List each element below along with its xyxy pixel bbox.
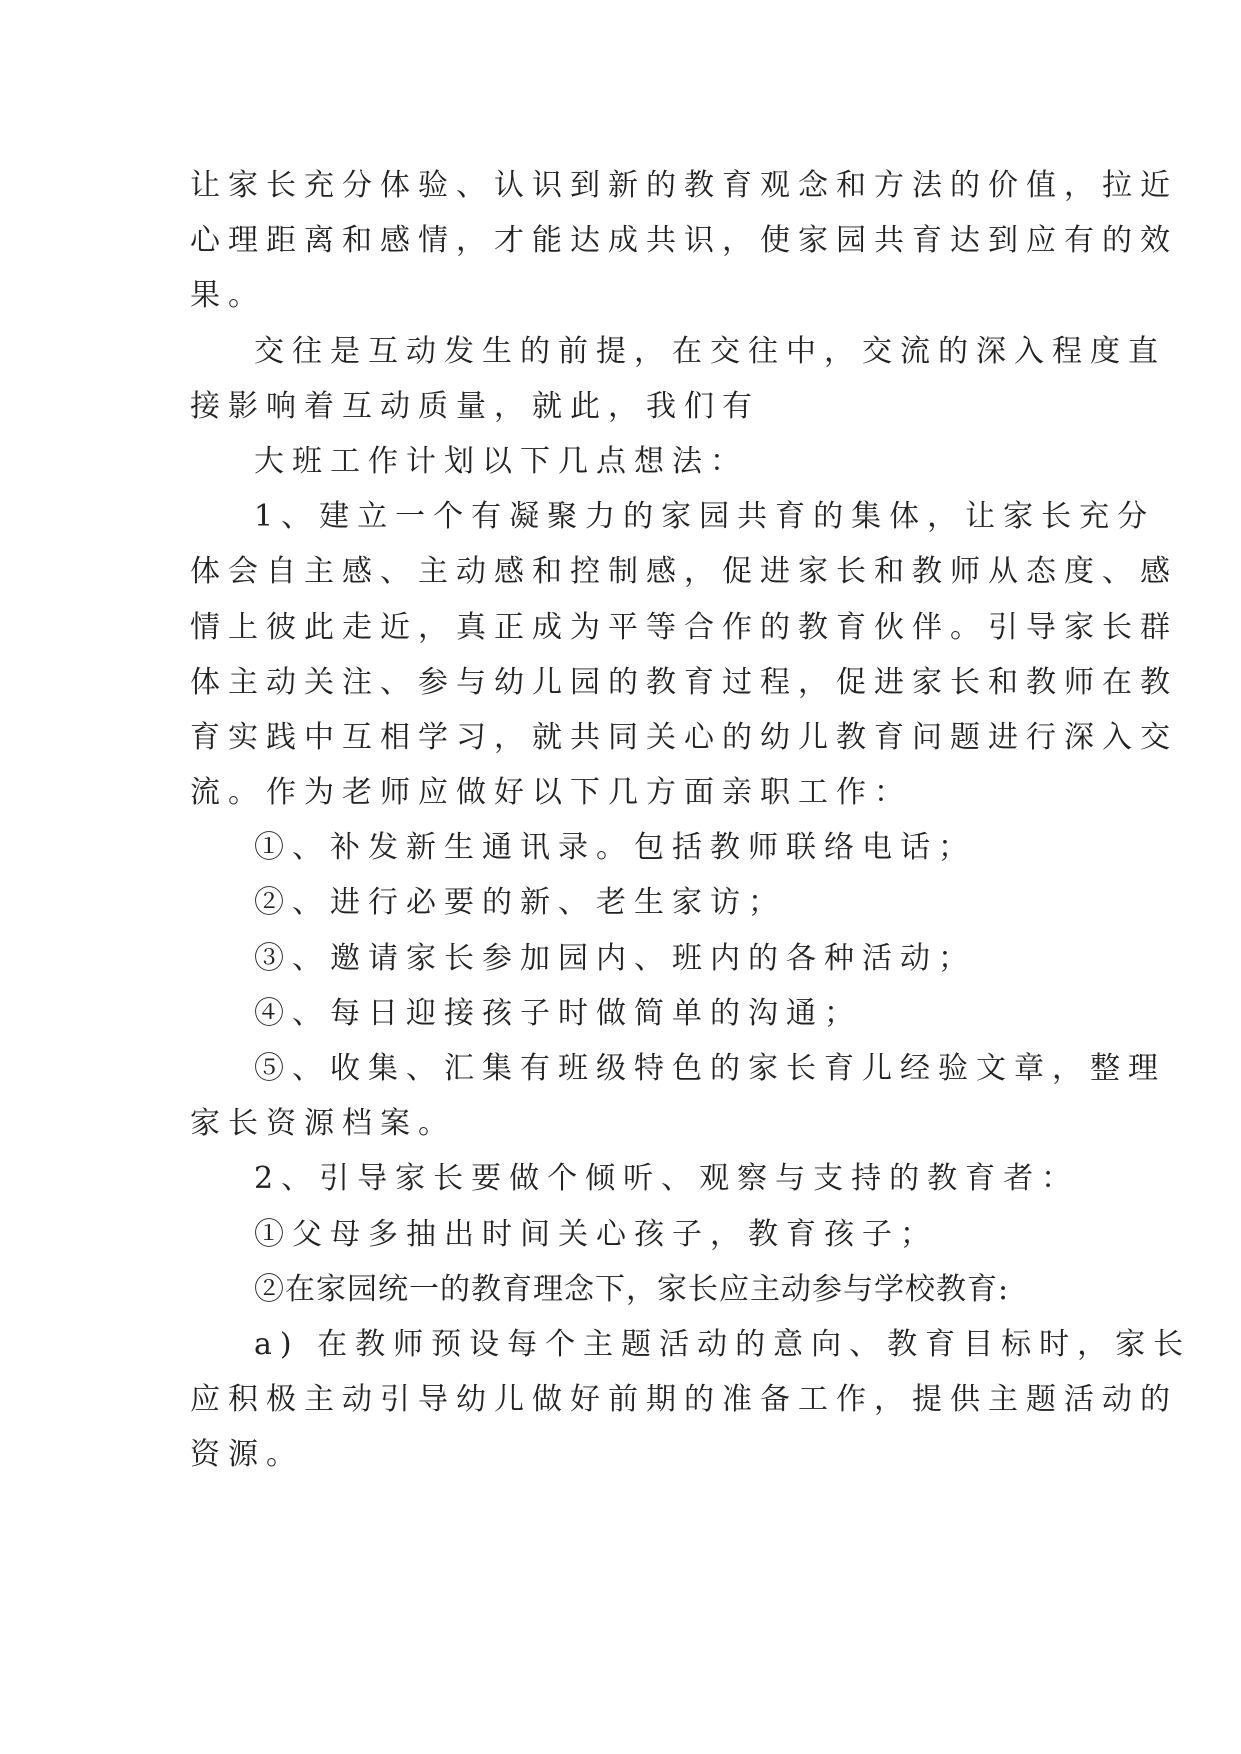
numbered-item-1: 1、建立一个有凝聚力的家园共育的集体，让家长充分 <box>254 499 1156 535</box>
numbered-item-2: 2、引导家长要做个倾听、观察与支持的教育者： <box>254 1161 1080 1197</box>
text-line: 情上彼此走近，真正成为平等合作的教育伙伴。引导家长群 <box>190 609 1178 645</box>
paragraph-start-line: 大班工作计划以下几点想法： <box>254 443 748 479</box>
text-line: 体主动关注、参与幼儿园的教育过程，促进家长和教师在教 <box>190 664 1178 700</box>
sub-item: ④、每日迎接孩子时做简单的沟通； <box>254 995 862 1031</box>
sub-item: ③、邀请家长参加园内、班内的各种活动； <box>254 940 976 976</box>
text-line: 接影响着互动质量，就此，我们有 <box>190 388 760 424</box>
sub-item: ②在家园统一的教育理念下，家长应主动参与学校教育: <box>254 1271 1010 1307</box>
text-line: 育实践中互相学习，就共同关心的幼儿教育问题进行深入交 <box>190 719 1178 755</box>
text-line: 资源。 <box>190 1437 304 1473</box>
text-line: 果。 <box>190 278 266 314</box>
text-line: 体会自主感、主动感和控制感，促进家长和教师从态度、感 <box>190 554 1178 590</box>
paragraph-start-line: 交往是互动发生的前提，在交往中，交流的深入程度直 <box>254 333 1166 369</box>
text-line: 心理距离和感情，才能达成共识，使家园共育达到应有的效 <box>190 223 1178 259</box>
document-body <box>190 158 1192 1483</box>
text-line: 应积极主动引导幼儿做好前期的准备工作，提供主题活动的 <box>190 1382 1178 1418</box>
sub-item: ②、进行必要的新、老生家访； <box>254 885 786 921</box>
sub-item: ①、补发新生通讯录。包括教师联络电话； <box>254 830 976 866</box>
sub-item: a) 在教师预设每个主题活动的意向、教育目标时，家长 <box>254 1326 1192 1362</box>
sub-item: ①父母多抽出时间关心孩子，教育孩子； <box>254 1216 938 1252</box>
text-line: 流。作为老师应做好以下几方面亲职工作： <box>190 775 912 811</box>
text-line: 让家长充分体验、认识到新的教育观念和方法的价值，拉近 <box>190 168 1178 203</box>
text-line: 家长资源档案。 <box>190 1106 456 1142</box>
sub-item: ⑤、收集、汇集有班级特色的家长育儿经验文章，整理 <box>254 1051 1166 1086</box>
